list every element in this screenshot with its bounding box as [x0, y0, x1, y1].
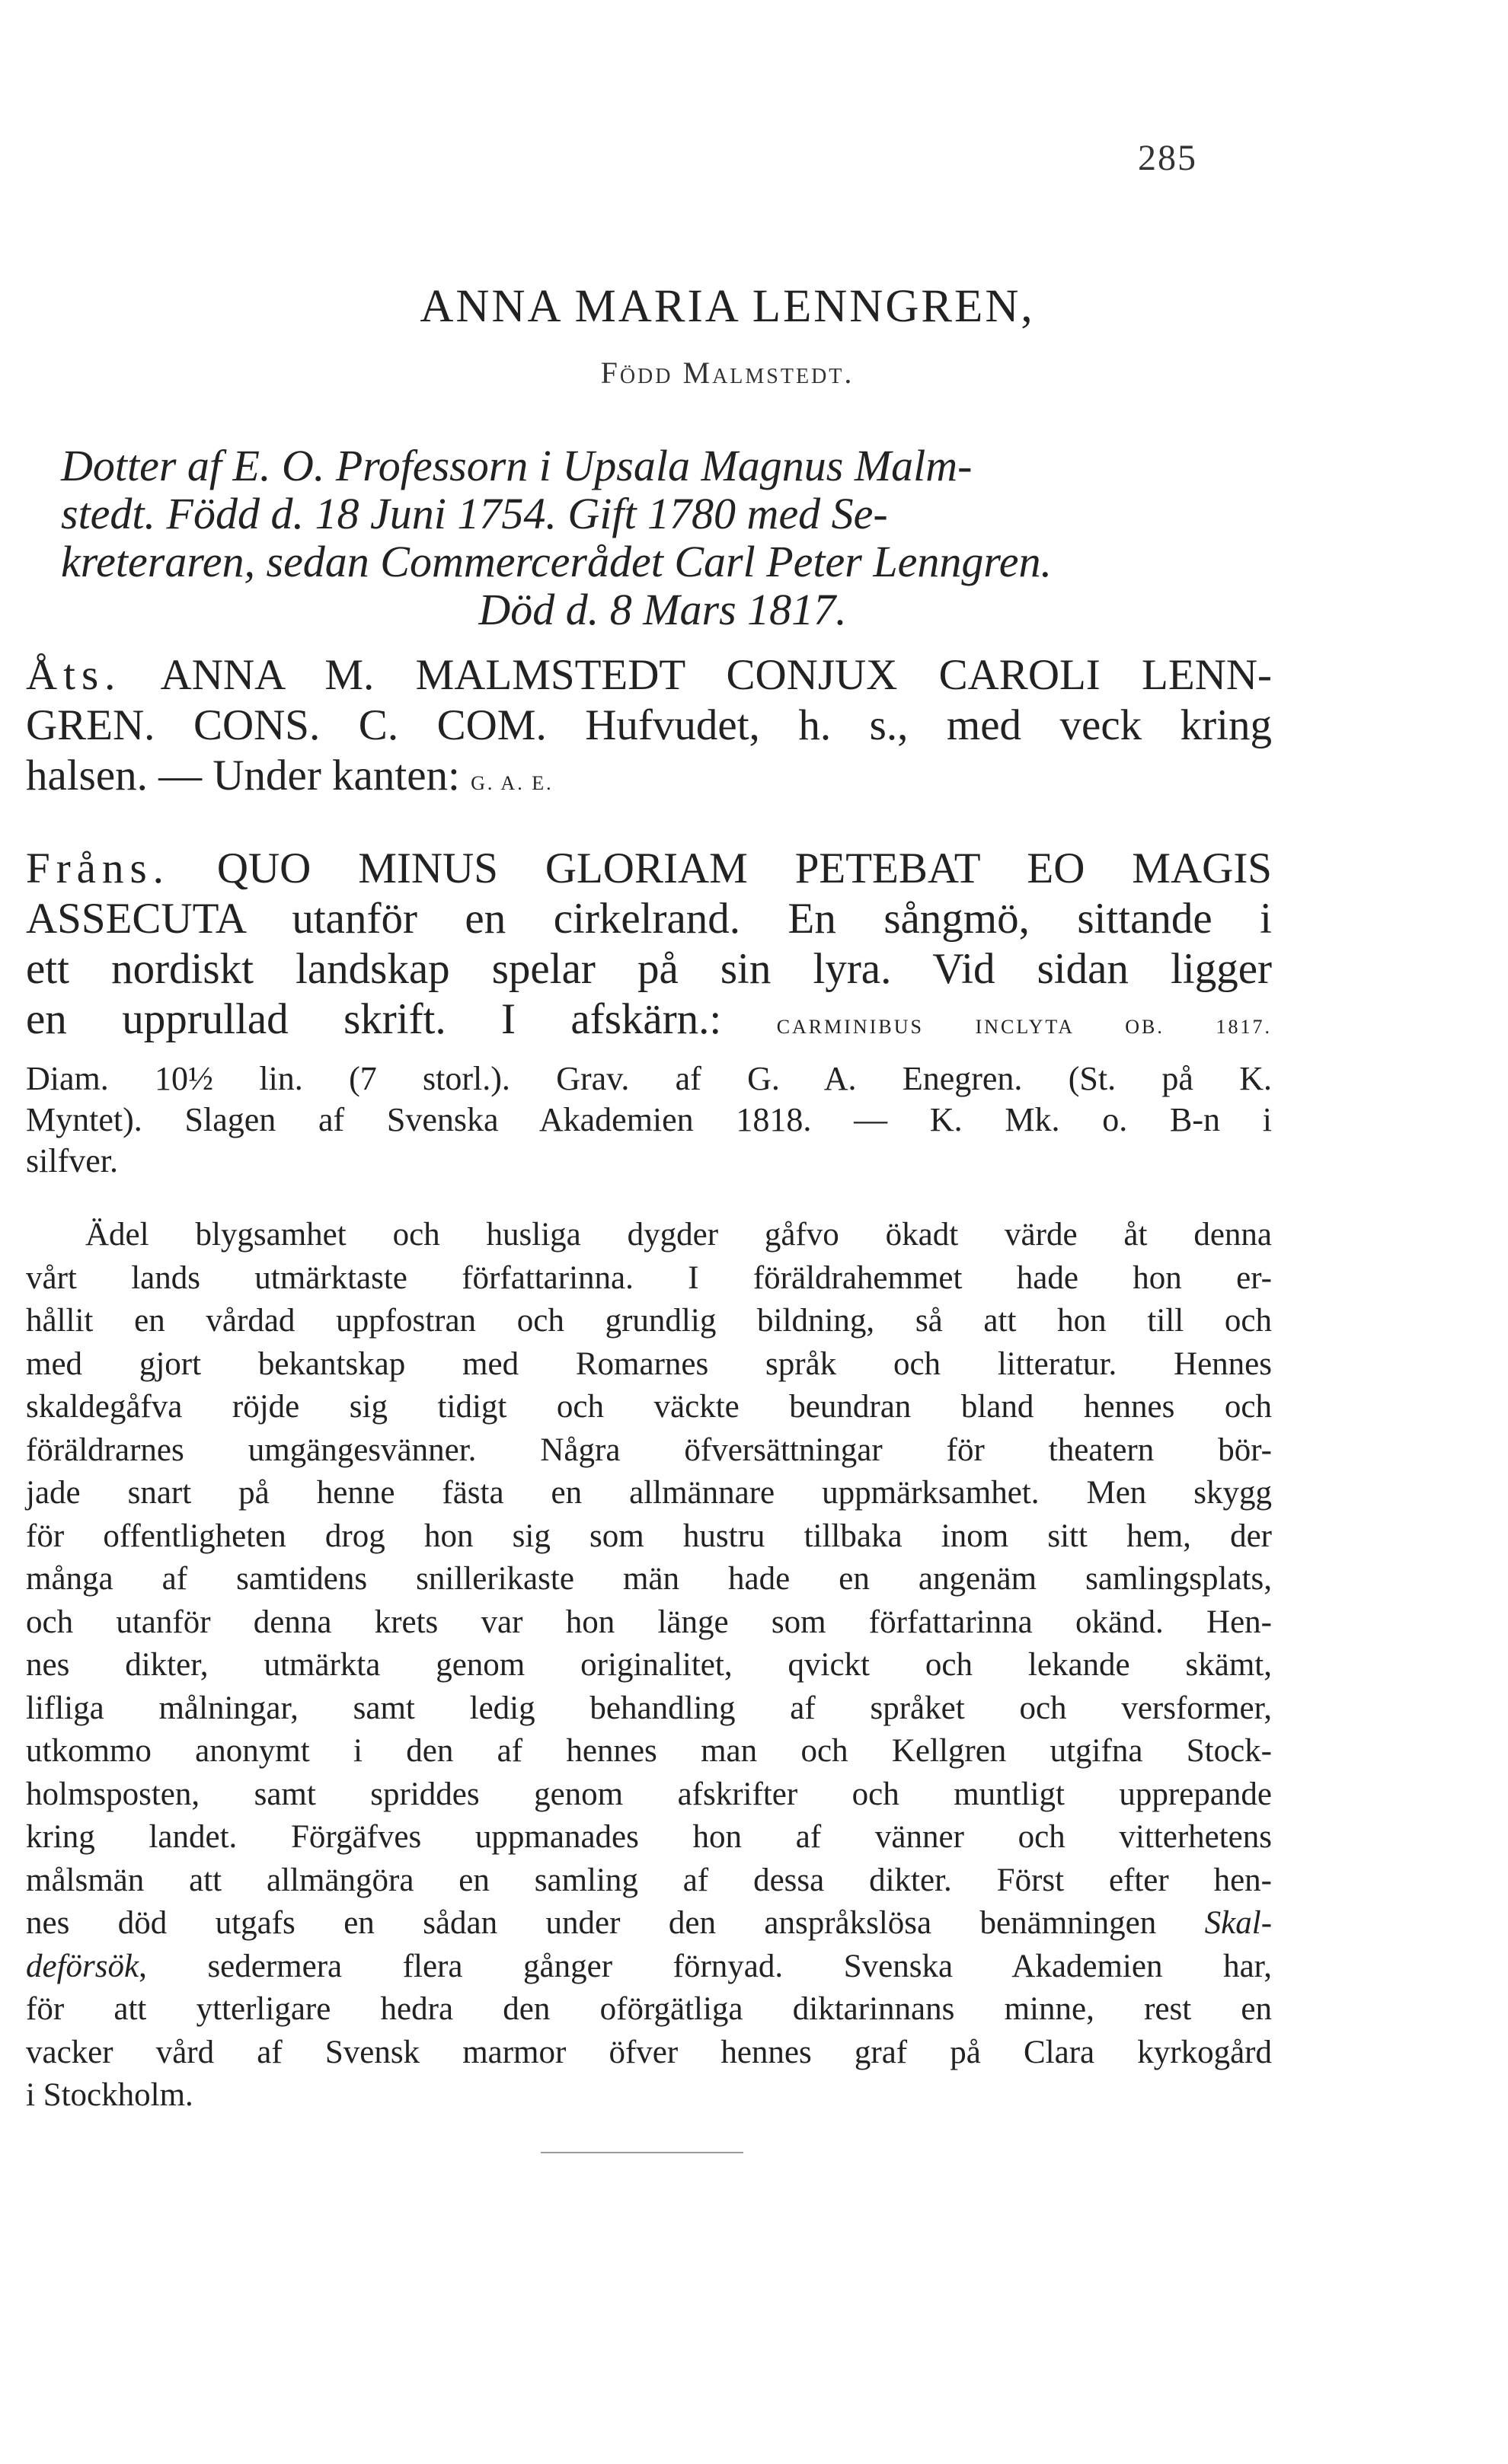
- body-line: med gjort bekantskap med Romarnes språk och litteratur. Hennes: [26, 1345, 1272, 1382]
- body-line: för offentligheten drog hon sig som hustru tillbaka inom sitt hem, der: [26, 1518, 1272, 1554]
- obverse-line: [26, 650, 1272, 701]
- book-title-part1: Skal-: [1204, 1905, 1273, 1941]
- body-line: jade snart på henne fästa en allmännare uppmärksamhet. Men skygg: [26, 1475, 1272, 1511]
- body-line: holmsposten, samt spriddes genom afskrifter och muntligt upprepande: [26, 1776, 1272, 1812]
- reverse-label: Fråns.: [26, 844, 170, 892]
- obverse-label: Åts.: [26, 651, 122, 699]
- bio-line: Död d. 8 Mars 1817.: [478, 585, 847, 634]
- body-line: vacker vård af Svensk marmor öfver hennes graf på Clara kyrkogård: [26, 2034, 1272, 2070]
- reverse-text: en upprullad skrift. I afskärn.:: [26, 995, 722, 1043]
- body-text-fragment: , sedermera flera gånger förnyad. Svenska Akademien har,: [139, 1948, 1272, 1984]
- body-line: lifliga målningar, samt ledig behandling af språket och versformer,: [26, 1690, 1272, 1726]
- reverse-line: [26, 844, 1272, 894]
- bio-line: stedt. Född d. 18 Juni 1754. Gift 1780 med Se-: [61, 489, 888, 538]
- body-line: Ädel blygsamhet och husliga dygder gåfvo ökadt värde åt denna: [85, 1217, 1272, 1253]
- reverse-line: ett nordiskt landskap spelar på sin lyra. Vid sidan ligger: [26, 945, 1272, 993]
- body-line: hållit en vårdad uppfostran och grundlig bildning, så att hon till och: [26, 1303, 1272, 1339]
- page-title: ANNA MARIA LENNGREN,: [420, 281, 1035, 332]
- engraver-signature: G. A. E.: [471, 772, 554, 794]
- body-line: nes dikter, utmärkta genom originalitet, qvickt och lekande skämt,: [26, 1647, 1272, 1683]
- page-number: 285: [1138, 138, 1197, 178]
- bio-line: kreteraren, sedan Commercerådet Carl Peter Lenngren.: [61, 537, 1052, 586]
- book-title-part2: deförsök: [26, 1948, 139, 1984]
- obverse-line: [26, 751, 1272, 809]
- body-line: [26, 1945, 1272, 1989]
- obverse-description: [26, 650, 1272, 809]
- biography-block: [61, 442, 1264, 634]
- reverse-line: ASSECUTA utanför en cirkelrand. En sångmö, sittande i: [26, 895, 1272, 943]
- body-paragraph: [26, 1214, 1272, 2118]
- body-line: i Stockholm.: [26, 2077, 193, 2113]
- body-line: många af samtidens snillerikaste män hade en angenäm samlingsplats,: [26, 1561, 1272, 1597]
- body-line: föräldrarnes umgängesvänner. Några öfversättningar för theatern bör-: [26, 1431, 1272, 1468]
- body-text-fragment: nes död utgafs en sådan under den anspråkslösa benämningen: [26, 1905, 1157, 1941]
- reverse-line: [26, 994, 1272, 1052]
- page-subtitle: Född Malmstedt.: [600, 356, 855, 390]
- reverse-inscription: QUO MINUS GLORIAM PETEBAT EO MAGIS: [216, 844, 1272, 892]
- body-line: [26, 1902, 1272, 1945]
- obverse-line: GREN. CONS. C. COM. Hufvudet, h. s., med veck kring: [26, 701, 1272, 749]
- obverse-text: halsen. — Under kanten:: [26, 752, 460, 800]
- body-line: kring landet. Förgäfves uppmanades hon af vänner och vitterhetens: [26, 1819, 1272, 1855]
- section-divider: [541, 2152, 743, 2153]
- bio-line: Dotter af E. O. Professorn i Upsala Magnus Malm-: [61, 441, 973, 490]
- meta-line: Diam. 10½ lin. (7 storl.). Grav. af G. A. Enegren. (St. på K.: [26, 1060, 1272, 1097]
- body-line: skaldegåfva röjde sig tidigt och väckte beundran bland hennes och: [26, 1389, 1272, 1425]
- body-line: utkommo anonymt i den af hennes man och Kellgren utgifna Stock-: [26, 1733, 1272, 1769]
- body-line: och utanför denna krets var hon länge som författarinna okänd. Hen-: [26, 1604, 1272, 1640]
- meta-line: silfver.: [26, 1142, 118, 1179]
- medal-details: [26, 1058, 1272, 1182]
- meta-line: Myntet). Slagen af Svenska Akademien 1818. — K. Mk. o. B-n i: [26, 1101, 1272, 1138]
- body-line: för att ytterligare hedra den oförgätliga diktarinnans minne, rest en: [26, 1991, 1272, 2027]
- body-line: vårt lands utmärktaste författarinna. I föräldrahemmet hade hon er-: [26, 1259, 1272, 1296]
- exergue-inscription: CARMINIBUS INCLYTA OB. 1817.: [776, 1016, 1273, 1038]
- reverse-description: [26, 844, 1272, 1052]
- obverse-inscription: ANNA M. MALMSTEDT CONJUX CAROLI LENN-: [160, 651, 1272, 699]
- body-line: målsmän att allmängöra en samling af dessa dikter. Först efter hen-: [26, 1862, 1272, 1898]
